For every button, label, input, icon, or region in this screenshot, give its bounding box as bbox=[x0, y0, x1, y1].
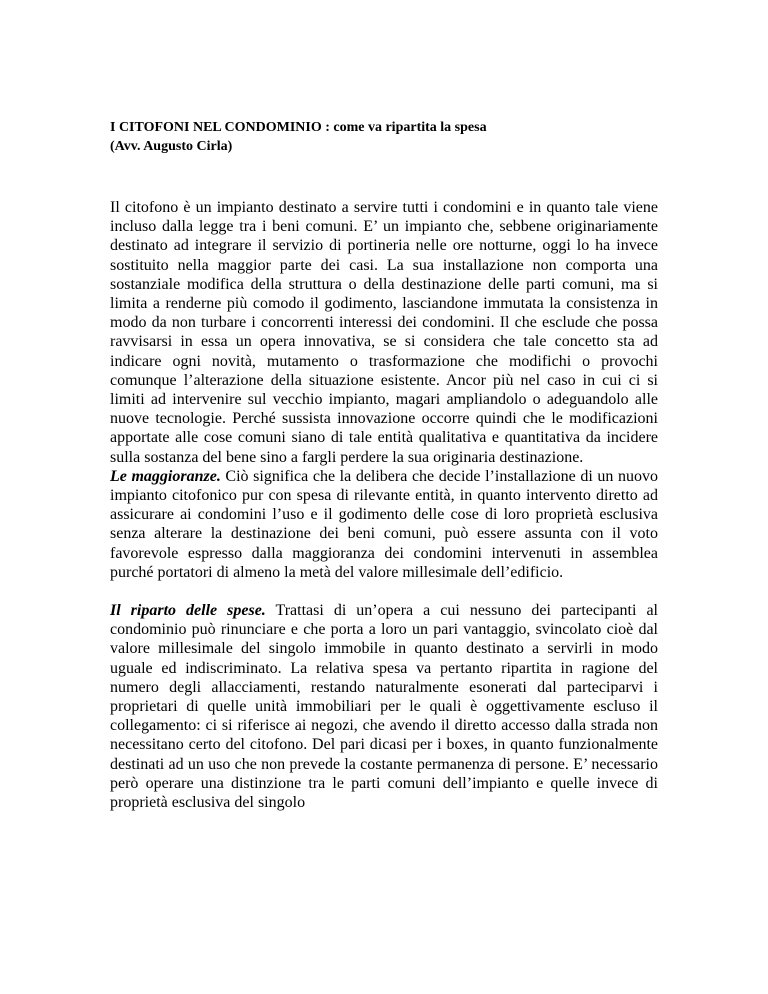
majorities-heading: Le maggioranze. bbox=[110, 467, 221, 485]
cost-sharing-text: Trattasi di un’opera a cui nessuno dei partecipanti al condominio può rinunciare e che porta a loro un pari vantaggio, svincolato cioè dal valore millesimale del singolo immobile in quanto destinato a servirli in modo uguale ed indiscriminato. La relativa spesa va pertanto ripartita in ragione del numero degli allacciamenti, restando naturalmente esonerati dal parteciparvi i proprietari di quelle unità immobiliari per le quali è oggettivamente escluso il collegamento: ci si riferisce ai negozi, che avendo il diretto accesso dalla strada non necessitano certo del citofono. Del pari dicasi per i boxes, in quanto funzionalmente destinati ad un uso che non prevede la costante permanenza di persone. E’ necessario però operare una distinzione tra le parti comuni dell’impianto e quelle invece di proprietà esclusiva del singolo bbox=[110, 602, 658, 812]
cost-sharing-heading: Il riparto delle spese. bbox=[110, 602, 266, 620]
document-author: (Avv. Augusto Cirla) bbox=[110, 139, 233, 154]
cost-sharing-paragraph bbox=[110, 601, 658, 812]
document-title: I CITOFONI NEL CONDOMINIO : come va ripartita la spesa bbox=[110, 120, 487, 135]
document-page bbox=[110, 118, 658, 812]
majorities-paragraph bbox=[110, 467, 658, 582]
majorities-text: Ciò significa che la delibera che decide l’installazione di un nuovo impianto citofonico pur con spesa di rilevante entità, in quanto intervento diretto ad assicurare ai condomini l’uso e il godimento delle cose di loro proprietà esclusiva senza alterare la destinazione dei beni comuni, può essere assunta con il voto favorevole espresso dalla maggioranza dei condomini intervenuti in assemblea purché portatori di almeno la metà del valore millesimale dell’edificio. bbox=[110, 467, 659, 581]
intro-paragraph: Il citofono è un impianto destinato a servire tutti i condomini e in quanto tale viene incluso dalla legge tra i beni comuni. E’ un impianto che, sebbene originariamente destinato ad integrare il servizio di portineria nelle ore notturne, oggi lo ha invece sostituito nella maggior parte dei casi. La sua installazione non comporta una sostanziale modifica della struttura o della destinazione delle parti comuni, ma si limita a renderne più comodo il godimento, lasciandone immutata la consistenza in modo da non turbare i concorrenti interessi dei condomini. Il che esclude che possa ravvisarsi in essa un opera innovativa, se si considera che tale concetto sta ad indicare ogni novità, mutamento o trasformazione che modifichi o provochi comunque l’alterazione della situazione esistente. Ancor più nel caso in cui ci si limiti ad intervenire sul vecchio impianto, magari ampliandolo o adeguandolo alle nuove tecnologie. Perché sussista innovazione occorre quindi che le modificazioni apportate alle cose comuni siano di tale entità qualitativa e quantitativa da incidere sulla sostanza del bene sino a fargli perdere la sua originaria destinazione. bbox=[110, 199, 658, 466]
